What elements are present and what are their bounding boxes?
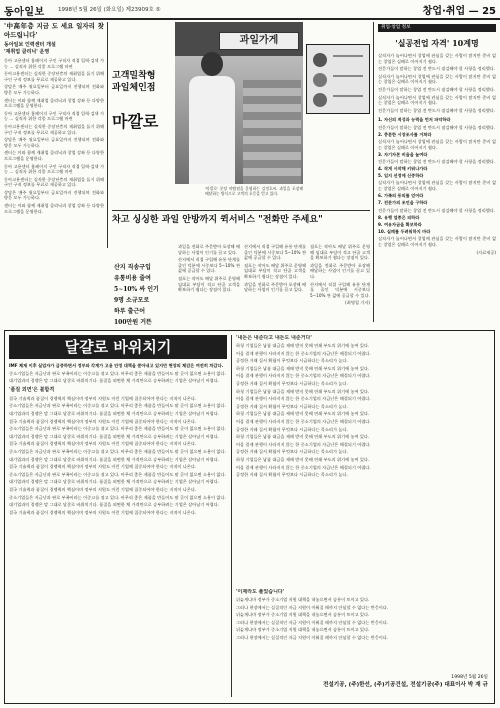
business-paragraph: 산지에서 직접 구입해 유통 단계를 줄인 덕분에 시중보다 5∼10% 싼 값에 공급할 수 있다. [244,244,306,261]
feature-label-2: 과일체인점 [112,83,156,93]
left-byline: 동아일보 인력센터 개설 [4,42,56,48]
banner-paragraph: 대기업과의 경쟁은 말 그대로 달걀로 바위치기다. 품질을 외면한 채 가격만으로 승부하려는 기업은 살아남기 어렵다. [9,378,220,384]
banner-paragraph: 중소기업들은 자금난과 판로 부족이라는 이중고를 겪고 있다. 아무리 좋은 제품을 만들어도 팔 곳이 없으면 소용이 없다. [9,471,226,477]
fruit-icon [313,93,327,107]
point-item: 5∼10% 싸 인기 [114,286,159,293]
left-paragraph: 동아 고용센터 홈페이지 구인 구직자 직접 입력·검색 가능 ... 실직자 위한 각종 프로그램 마련 [4,58,104,69]
banner-paragraph: 결국 기술력과 품질이 경쟁력의 핵심이며 정부의 지원도 이런 기업에 집중되어야 한다는 지적이 나온다. [9,486,197,492]
banner-paragraph: 어음 결제 관행이 사라지지 않는 한 중소기업의 자금난은 해결되기 어렵다. [236,441,371,447]
person-head [201,52,223,76]
left-paragraph: 센터는 이와 함께 재취업 클리닉과 창업 강좌 등 다양한 프로그램을 운영한다. [4,150,104,161]
business-paragraph: 과일을 전화로 주문받아 포장해 배달하는 사업이 인기를 끌고 있다. [244,281,306,293]
section-title: 창업·취업 — 25 [422,6,496,17]
banner-paragraph: 결국 기술력과 품질이 경쟁력의 핵심이며 정부의 지원도 이런 기업에 집중되어야 한다는 지적이 나온다. [9,418,197,424]
banner-paragraph: 하청 기업들은 납품 대금을 제때 받지 못해 연쇄 부도의 위기에 놓여 있다. [236,456,370,462]
banner-paragraph: 하청 기업들은 납품 대금을 제때 받지 못해 연쇄 부도의 위기에 놓여 있다. [236,343,370,348]
banner-left [9,363,227,697]
right-tag: 취업·창업 정보 [378,24,496,32]
masthead-bar [0,0,500,20]
left-paragraph: 동아 고용센터 홈페이지 구인 구직자 직접 입력·검색 가능 ... 실직자 위한 각종 프로그램 마련 [4,163,104,175]
tip-item: 6. 가족의 동의를 얻어라 [378,193,424,199]
banner-paragraph: 뒤늦게나마 정부가 중소기업 지원 대책을 내놓으면서 숨통이 트이고 있다. [236,627,370,633]
banner-box [4,330,495,704]
tip-detail: 실직자가 늘어나면서 창업에 관심을 갖는 사람이 많지만 준비 없는 창업은 실패로 이어지기 쉽다. [378,180,496,192]
feature-label-1: 고객밀착형 [112,71,156,81]
fruit-shelves [243,80,301,184]
feature-brand: 마깔로 [112,112,159,131]
banner-lead: IMF 체제 이후 실업자가 급증하면서 정부와 각계가 고용 안정 대책을 쏟아내고 있지만 현장의 체감은 여전히 차갑다. [9,363,224,368]
banner-divider [231,335,232,697]
right-paragraph: 전문가들이 말하는 창업 전 반드시 점검해야 할 사항을 정리했다. [378,107,496,113]
business-headline: 차고 싱싱한 과일 안방까지 퀵서비스 "전화만 주세요" [112,215,323,225]
banner-title: 달걀로 바위치기 [9,335,227,359]
tip-item: 8. 유행 업종은 피하라 [378,214,420,220]
banner-paragraph: 대기업과의 경쟁은 말 그대로 달걀로 바위치기다. 품질을 외면한 채 가격만으로 승부하려는 기업은 살아남기 어렵다. [9,433,220,439]
banner-footer [236,675,488,689]
tip-detail: 실직자가 늘어나면서 창업에 관심을 갖는 사람이 많지만 준비 없는 창업은 실패로 이어지기 쉽다. [378,138,496,150]
banner-paragraph: 어음 결제 관행이 사라지지 않는 한 중소기업의 자금난은 해결되기 어렵다. [236,464,371,470]
point-item: 9명 소규모로 [114,297,150,304]
left-paragraph: 동아고용센터는 실직한 중장년층의 재취업을 돕기 위해 구인 구직 정보를 무료로 제공하고 있다. [4,176,104,188]
tip-item: 9. 여유자금을 확보하라 [378,221,422,227]
banner-subhead: '내돈은 내준다고 내돈도 내준거다' [236,335,312,341]
banner-right [236,335,488,585]
right-paragraph: 전문가들이 말하는 창업 전 반드시 점검해야 할 사항을 정리했다. [378,86,496,92]
right-headline: '실공전업 자격' 10계명 [395,38,479,48]
banner-paragraph: 대기업과의 경쟁은 말 그대로 달걀로 바위치기다. 품질을 외면한 채 가격만으로 승부하려는 기업은 살아남기 어렵다. [9,410,220,416]
banner-paragraph: 하청 기업들은 납품 대금을 제때 받지 못해 연쇄 부도의 위기에 놓여 있다. [236,411,370,417]
banner-paragraph: 그러나 현장에서는 실질적인 자금 지원이 이뤄질 때까지 안심할 수 없다는 반응이다. [236,604,389,610]
banner-paragraph: 하청 기업들은 납품 대금을 제때 받지 못해 연쇄 부도의 위기에 놓여 있다. [236,434,370,440]
business-points [114,262,174,328]
price-line [333,55,363,57]
person-body [189,76,235,184]
banner-paragraph: 공정한 거래 질서 확립이 무엇보다 시급하다는 목소리가 높다. [236,358,348,364]
point-item: 하루 출근어 [114,308,146,315]
left-headline: '中高年층 지금 도 세요 일자리 찾아드립니다' [4,22,104,39]
tips-list [378,117,496,247]
left-paragraph: 상담은 매주 월요일부터 금요일까지 진행되며 전화와 방문 모두 가능하다. [4,137,104,148]
banner-paragraph: 공정한 거래 질서 확립이 무엇보다 시급하다는 목소리가 높다. [236,380,348,386]
fruit-icon [313,73,327,87]
banner-paragraph: 어음 결제 관행이 사라지지 않는 한 중소기업의 자금난은 해결되기 어렵다. [236,373,371,379]
banner-paragraph: 뒤늦게나마 정부가 중소기업 지원 대책을 내놓으면서 숨통이 트이고 있다. [236,612,370,618]
price-line [333,75,363,77]
left-paragraph: 상담은 매주 월요일부터 금요일까지 진행되며 전화와 방문 모두 가능하다. [4,84,104,95]
banner-subhead: '이제라도 풀었습니다' [236,589,285,595]
tip-item: 3. 자기자본 비율을 높여라 [378,151,428,157]
fruit-icon [313,53,327,67]
banner-paragraph: 중소기업들은 자금난과 판로 부족이라는 이중고를 겪고 있다. 아무리 좋은 제품을 만들어도 팔 곳이 없으면 소용이 없다. [9,370,226,376]
masthead: 동아일보 [4,7,45,18]
business-byline: (최명철 기자) [345,300,370,306]
footer-date: 1998년 5월 26일 [451,675,488,680]
right-article [378,36,496,322]
banner-paragraph: 공정한 거래 질서 확립이 무엇보다 시급하다는 목소리가 높다. [236,449,348,455]
left-paragraph: 센터는 이와 함께 재취업 클리닉과 창업 강좌 등 다양한 프로그램을 운영한다. [4,203,104,214]
tip-detail: 전문가들이 말하는 창업 전 반드시 점검해야 할 사항을 정리했다. [378,158,496,164]
left-paragraph: 센터는 이와 함께 재취업 클리닉과 창업 강좌 등 다양한 프로그램을 운영한다. [4,97,104,109]
storefront-photo [175,22,303,184]
banner-paragraph: 그러나 현장에서는 실질적인 자금 지원이 이뤄질 때까지 안심할 수 없다는 반응이다. [236,634,389,640]
column-divider [373,22,374,322]
banner-subhead: '품질 외면'은 불합격 [9,386,55,393]
left-article [4,22,104,248]
right-paragraph: 실직자가 늘어나면서 창업에 관심을 갖는 사람이 많지만 준비 없는 창업은 실패로 이어지기 쉽다. [378,94,496,106]
banner-paragraph: 뒤늦게나마 정부가 중소기업 지원 대책을 내놓으면서 숨통이 트이고 있다. [236,597,370,602]
right-paragraph: 실직자가 늘어나면서 창업에 관심을 갖는 사람이 많지만 준비 없는 창업은 실패로 이어지기 쉽다. [378,53,496,64]
banner-paragraph: 어음 결제 관행이 사라지지 않는 한 중소기업의 자금난은 해결되기 어렵다. [236,350,371,356]
product-display [306,44,370,114]
banner-paragraph: 중소기업들은 자금난과 판로 부족이라는 이중고를 겪고 있다. 아무리 좋은 제품을 만들어도 팔 곳이 없으면 소용이 없다. [9,426,226,432]
tip-detail: 전문가들이 말하는 창업 전 반드시 점검해야 할 사항을 정리했다. [378,207,496,213]
left-paragraph: 상담은 매주 월요일부터 금요일까지 진행되며 전화와 방문 모두 가능하다. [4,189,104,201]
banner-paragraph: 공정한 거래 질서 확립이 무엇보다 시급하다는 목소리가 높다. [236,472,348,478]
banner-paragraph: 결국 기술력과 품질이 경쟁력의 핵심이며 정부의 지원도 이런 기업에 집중되어야 한다는 지적이 나온다. [9,441,197,447]
business-paragraph: 점포는 작아도 배달 위주로 운영해 임대료 부담이 적고 단골 고객을 확보하기 쉽다는 장점이 있다. [310,244,370,261]
business-paragraph: 산지에서 직접 구입해 유통 단계를 줄인 덕분에 시중보다 5∼10% 싼 값에 공급할 수 있다. [178,257,240,274]
section-rule [112,210,370,211]
tip-item: 5. 입지 선정에 신중하라 [378,173,424,179]
banner-paragraph: 그러나 현장에서는 실질적인 자금 지원이 이뤄질 때까지 안심할 수 없다는 반응이다. [236,619,389,625]
feature-labels [112,70,172,132]
business-paragraph: 산지에서 직접 구입해 유통 단계를 줄인 덕분에 시중보다 5∼10% 싼 값에 공급할 수 있다. [310,281,370,298]
banner-paragraph: 중소기업들은 자금난과 판로 부족이라는 이중고를 겪고 있다. 아무리 좋은 제품을 만들어도 팔 곳이 없으면 소용이 없다. [9,403,226,409]
point-item: 유통비용 줄여 [114,275,151,282]
business-body-col-3 [310,244,370,324]
right-paragraph: 전문가들이 말하는 창업 전 반드시 점검해야 할 사항을 정리했다. [378,66,496,72]
tip-item: 1. 자신의 적성과 능력을 먼저 파악하라 [378,117,451,123]
banner-paragraph: 하청 기업들은 납품 대금을 제때 받지 못해 연쇄 부도의 위기에 놓여 있다. [236,365,370,371]
left-paragraph: 동아고용센터는 실직한 중장년층의 재취업을 돕기 위해 구인 구직 정보를 무료로 제공하고 있다. [4,123,104,135]
storefront-sign: 과일가게 [219,32,299,50]
business-body-col-1 [178,244,240,324]
tip-detail: 실직자가 늘어나면서 창업에 관심을 갖는 사람이 많지만 준비 없는 창업은 실패로 이어지기 쉽다. [378,236,496,247]
tip-item: 2. 충분한 시장조사를 거쳐라 [378,131,432,137]
left-paragraph: 동아고용센터는 실직한 중장년층의 재취업을 돕기 위해 구인 구직 정보를 무료로 제공하고 있다. [4,71,104,82]
tip-item: 10. 실패를 두려워하지 마라 [378,229,431,235]
banner-paragraph: 어음 결제 관행이 사라지지 않는 한 중소기업의 자금난은 해결되기 어렵다. [236,418,371,424]
left-paragraph: 동아 고용센터 홈페이지 구인 구직자 직접 입력·검색 가능 ... 실직자 위한 각종 프로그램 마련 [4,110,104,122]
price-line [333,95,363,97]
banner-paragraph: 대기업과의 경쟁은 말 그대로 달걀로 바위치기다. 품질을 외면한 채 가격만으로 승부하려는 기업은 살아남기 어렵다. [9,502,220,508]
business-paragraph: 점포는 작아도 배달 위주로 운영해 임대료 부담이 적고 단골 고객을 확보하기 쉽다는 장점이 있다. [244,262,306,279]
banner-paragraph: 공정한 거래 질서 확립이 무엇보다 시급하다는 목소리가 높다. [236,426,348,432]
footer-signature: 전설기공, (주)한선, (주)기공건설, 전설기공(주) 대표이사 박 재 규 [322,682,488,688]
banner-paragraph: 결국 기술력과 품질이 경쟁력의 핵심이며 정부의 지원도 이런 기업에 집중되어야 한다는 지적이 나온다. [9,464,197,470]
banner-paragraph: 대기업과의 경쟁은 말 그대로 달걀로 바위치기다. 품질을 외면한 채 가격만으로 승부하려는 기업은 살아남기 어렵다. [9,456,220,462]
photo-caption: '마깔로' 분당 야탑점을 운영하는 김정호씨. 과일을 포장해 배달하는 방식으로 고객의 호응을 얻고 있다. [205,186,303,196]
column-divider [107,22,108,248]
banner-paragraph: 공정한 거래 질서 확립이 무엇보다 시급하다는 목소리가 높다. [236,403,348,409]
banner-paragraph: 중소기업들은 자금난과 판로 부족이라는 이중고를 겪고 있다. 아무리 좋은 제품을 만들어도 팔 곳이 없으면 소용이 없다. [9,448,226,454]
banner-right-bottom [236,589,488,671]
banner-paragraph: 하청 기업들은 납품 대금을 제때 받지 못해 연쇄 부도의 위기에 놓여 있다. [236,388,370,394]
banner-paragraph: 대기업과의 경쟁은 말 그대로 달걀로 바위치기다. 품질을 외면한 채 가격만으로 승부하려는 기업은 살아남기 어렵다. [9,479,220,485]
banner-paragraph: 어음 결제 관행이 사라지지 않는 한 중소기업의 자금난은 해결되기 어렵다. [236,396,371,402]
business-paragraph: 과일을 전화로 주문받아 포장해 배달하는 사업이 인기를 끌고 있다. [310,262,370,279]
tip-item: 4. 작게 시작해 키워나가라 [378,166,428,172]
business-paragraph: 점포는 작아도 배달 위주로 운영해 임대료 부담이 적고 단골 고객을 확보하기 쉽다는 장점이 있다. [178,275,240,293]
banner-paragraph: 중소기업들은 자금난과 판로 부족이라는 이중고를 겪고 있다. 아무리 좋은 제품을 만들어도 팔 곳이 없으면 소용이 없다. [9,494,226,500]
banner-paragraph: 결국 기술력과 품질이 경쟁력의 핵심이며 정부의 지원도 이런 기업에 집중되어야 한다는 지적이 나온다. [9,395,197,401]
tip-detail: 전문가들이 말하는 창업 전 반드시 점검해야 할 사항을 정리했다. [378,124,496,130]
right-source: (자료제공) [476,249,496,255]
left-subhead: '재취업 클리닉' 운영 [4,48,50,55]
banner-paragraph: 결국 기술력과 품질이 경쟁력의 핵심이며 정부의 지원도 이런 기업에 집중되어야 한다는 지적이 나온다. [9,509,197,515]
business-body-col-2 [244,244,306,324]
point-item: 100만원 거뜬 [114,319,152,326]
dateline: 1998년 5월 26일 (화요일) 제23909호 ⑤ [58,7,161,13]
point-item: 산지 직송구입 [114,264,151,271]
tip-item: 7. 전문가의 조언을 구하라 [378,200,428,206]
right-paragraph: 실직자가 늘어나면서 창업에 관심을 갖는 사람이 많지만 준비 없는 창업은 실패로 이어지기 쉽다. [378,73,496,85]
business-paragraph: 과일을 전화로 주문받아 포장해 배달하는 사업이 인기를 끌고 있다. [178,244,240,255]
